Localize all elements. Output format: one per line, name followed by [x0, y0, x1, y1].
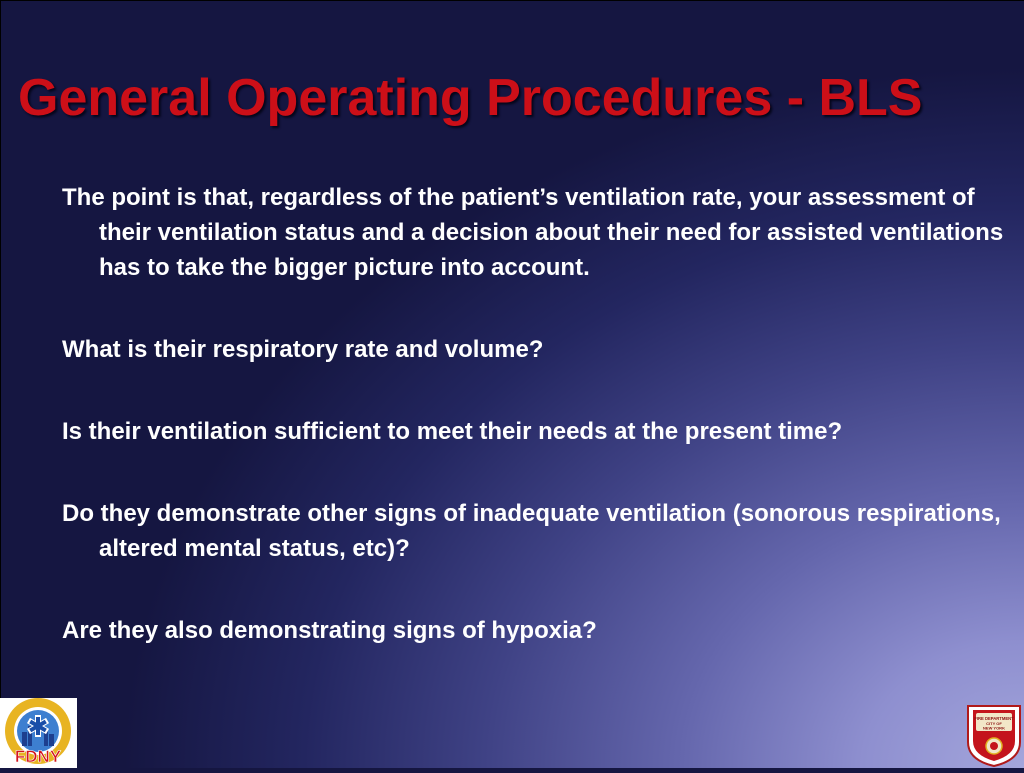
bullet-paragraph-2: What is their respiratory rate and volume?: [62, 336, 544, 363]
slide-title: General Operating Procedures - BLS: [18, 69, 923, 127]
bullet-paragraph-4: Do they demonstrate other signs of inadequate ventilation (sonorous respirations, altered mental status, etc)?: [62, 500, 1001, 562]
bullet-paragraph-5: Are they also demonstrating signs of hypoxia?: [62, 617, 597, 644]
fdny-ems-logo-icon: [0, 698, 77, 768]
slide-body: [62, 180, 1007, 695]
fdny-shield-icon: [964, 702, 1024, 768]
svg-text:FDNY: FDNY: [14, 747, 62, 766]
svg-text:CITY OF: CITY OF: [986, 721, 1002, 726]
bullet-paragraph-1: The point is that, regardless of the patient’s ventilation rate, your assessment of their ventilation status and a decision about their need for assisted ventilations has to take the bigger picture into account.: [62, 184, 1004, 281]
svg-text:NEW YORK: NEW YORK: [983, 725, 1005, 731]
bullet-paragraph-3: Is their ventilation sufficient to meet their needs at the present time?: [62, 418, 843, 445]
svg-text:FIRE DEPARTMENT: FIRE DEPARTMENT: [974, 716, 1014, 721]
